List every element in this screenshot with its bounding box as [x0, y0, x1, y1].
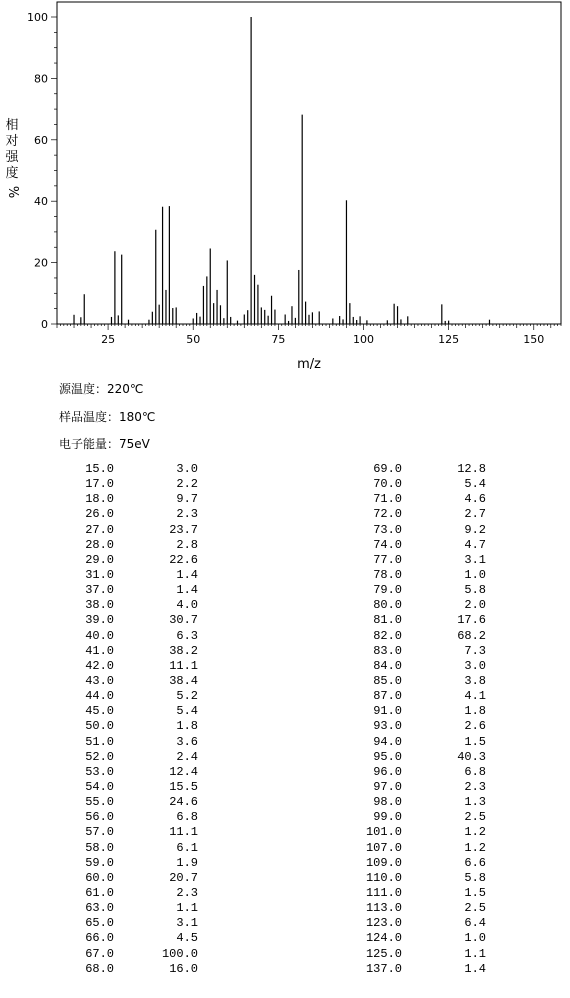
- table-row: [346, 810, 486, 825]
- mz-cell: 65.0: [85, 916, 114, 931]
- mz-cell: 91.0: [373, 704, 402, 719]
- mz-cell: 99.0: [373, 810, 402, 825]
- table-row: [70, 841, 198, 856]
- intensity-cell: 7.3: [464, 643, 486, 658]
- y-axis-label-char: 度: [5, 166, 19, 181]
- table-row: [70, 810, 198, 825]
- intensity-cell: 1.1: [176, 901, 198, 916]
- mz-cell: 94.0: [373, 734, 402, 749]
- intensity-cell: 2.0: [464, 598, 486, 613]
- table-row: [70, 583, 198, 598]
- table-row: [70, 553, 198, 568]
- mz-cell: 73.0: [373, 522, 402, 537]
- intensity-cell: 12.8: [457, 462, 486, 477]
- table-row: [346, 553, 486, 568]
- mz-cell: 85.0: [373, 674, 402, 689]
- intensity-cell: 2.6: [464, 719, 486, 734]
- table-row: [346, 644, 486, 659]
- intensity-cell: 1.4: [464, 961, 486, 976]
- intensity-cell: 2.2: [176, 477, 198, 492]
- table-row: [346, 507, 486, 522]
- table-row: [70, 477, 198, 492]
- mz-cell: 70.0: [373, 477, 402, 492]
- table-row: [70, 568, 198, 583]
- intensity-cell: 38.2: [169, 643, 198, 658]
- intensity-cell: 15.5: [169, 780, 198, 795]
- mz-cell: 41.0: [85, 643, 114, 658]
- intensity-cell: 2.5: [464, 810, 486, 825]
- mz-cell: 125.0: [365, 946, 402, 961]
- intensity-cell: 2.7: [464, 507, 486, 522]
- table-row: [346, 538, 486, 553]
- plot-frame: [57, 2, 561, 324]
- intensity-cell: 5.8: [464, 870, 486, 885]
- intensity-cell: 9.2: [464, 522, 486, 537]
- x-tick-label: 25: [101, 333, 116, 346]
- intensity-cell: 2.5: [464, 901, 486, 916]
- table-row: [70, 962, 198, 977]
- intensity-cell: 100.0: [161, 946, 198, 961]
- table-row: [70, 507, 198, 522]
- y-axis-label: [3, 118, 21, 200]
- intensity-cell: 1.9: [176, 855, 198, 870]
- x-axis-label: m/z: [297, 357, 321, 372]
- intensity-cell: 17.6: [457, 613, 486, 628]
- intensity-cell: 4.0: [176, 598, 198, 613]
- table-row: [70, 644, 198, 659]
- intensity-cell: 4.1: [464, 689, 486, 704]
- y-axis-label-char: 对: [5, 134, 19, 149]
- table-row: [70, 780, 198, 795]
- table-row: [70, 947, 198, 962]
- table-row: [70, 871, 198, 886]
- table-row: [70, 931, 198, 946]
- mass-spectrum-chart: [0, 0, 570, 376]
- electron-energy: 电子能量：75eV: [59, 437, 150, 451]
- table-row: [346, 462, 486, 477]
- y-tick-labels: [27, 11, 48, 331]
- mz-cell: 69.0: [373, 462, 402, 477]
- table-row: [70, 629, 198, 644]
- mz-cell: 37.0: [85, 583, 114, 598]
- table-row: [346, 598, 486, 613]
- intensity-cell: 1.8: [176, 719, 198, 734]
- mz-cell: 84.0: [373, 658, 402, 673]
- mz-cell: 61.0: [85, 886, 114, 900]
- axis-ticks: [51, 17, 561, 330]
- table-row: [346, 735, 486, 750]
- intensity-cell: 2.3: [464, 780, 486, 795]
- mz-cell: 96.0: [373, 764, 402, 779]
- intensity-cell: 11.1: [169, 825, 198, 840]
- table-row: [70, 765, 198, 780]
- mz-cell: 43.0: [85, 674, 114, 689]
- intensity-cell: 2.3: [176, 507, 198, 522]
- mz-cell: 81.0: [373, 613, 402, 628]
- mz-cell: 79.0: [373, 583, 402, 598]
- table-row: [346, 825, 486, 840]
- mz-cell: 39.0: [85, 613, 114, 628]
- table-row: [346, 523, 486, 538]
- intensity-cell: 5.4: [464, 477, 486, 492]
- mz-cell: 56.0: [85, 810, 114, 825]
- intensity-cell: 3.6: [176, 734, 198, 749]
- mz-cell: 53.0: [85, 764, 114, 779]
- mz-cell: 124.0: [365, 931, 402, 946]
- mz-cell: 101.0: [365, 825, 402, 840]
- table-row: [346, 901, 486, 916]
- mz-cell: 67.0: [85, 946, 114, 961]
- table-row: [70, 674, 198, 689]
- mz-cell: 51.0: [85, 734, 114, 749]
- mz-cell: 27.0: [85, 522, 114, 537]
- table-row: [70, 735, 198, 750]
- mz-cell: 31.0: [85, 568, 114, 583]
- mz-cell: 123.0: [365, 916, 402, 931]
- mz-cell: 68.0: [85, 961, 114, 976]
- table-row: [346, 477, 486, 492]
- intensity-cell: 3.0: [176, 462, 198, 477]
- intensity-cell: 3.1: [464, 552, 486, 567]
- table-row: [70, 825, 198, 840]
- y-tick-label: 0: [41, 318, 48, 331]
- mz-cell: 78.0: [373, 568, 402, 583]
- intensity-cell: 6.8: [464, 764, 486, 779]
- mz-cell: 58.0: [85, 840, 114, 855]
- table-row: [346, 947, 486, 962]
- y-axis-label-text: [3, 118, 21, 182]
- mz-cell: 55.0: [85, 795, 114, 810]
- intensity-cell: 5.8: [464, 583, 486, 598]
- table-row: [346, 841, 486, 856]
- intensity-cell: 2.4: [176, 749, 198, 764]
- mz-cell: 71.0: [373, 492, 402, 507]
- intensity-cell: 1.0: [464, 568, 486, 583]
- mz-cell: 113.0: [365, 901, 402, 916]
- intensity-cell: 2.3: [176, 886, 198, 900]
- mz-cell: 52.0: [85, 749, 114, 764]
- table-row: [346, 719, 486, 734]
- mz-cell: 44.0: [85, 689, 114, 704]
- mz-cell: 107.0: [365, 840, 402, 855]
- mz-cell: 54.0: [85, 780, 114, 795]
- table-row: [346, 871, 486, 886]
- mz-cell: 98.0: [373, 795, 402, 810]
- intensity-cell: 1.4: [176, 583, 198, 598]
- mz-cell: 110.0: [365, 870, 402, 885]
- table-row: [346, 780, 486, 795]
- intensity-cell: 1.8: [464, 704, 486, 719]
- mz-cell: 38.0: [85, 598, 114, 613]
- mz-cell: 57.0: [85, 825, 114, 840]
- table-row: [346, 856, 486, 871]
- table-row: [70, 750, 198, 765]
- y-axis-label-char: 强: [5, 150, 19, 165]
- mz-cell: 87.0: [373, 689, 402, 704]
- y-tick-label: 80: [34, 72, 48, 86]
- table-row: [346, 674, 486, 689]
- y-axis-label-char: 相: [5, 118, 19, 133]
- intensity-cell: 38.4: [169, 674, 198, 689]
- table-row: [346, 704, 486, 719]
- table-row: [70, 916, 198, 931]
- table-row: [70, 613, 198, 628]
- intensity-cell: 5.4: [176, 704, 198, 719]
- mz-cell: 74.0: [373, 537, 402, 552]
- table-row: [70, 856, 198, 871]
- sample-temperature: 样品温度：180℃: [59, 410, 156, 424]
- table-row: [346, 568, 486, 583]
- mz-cell: 29.0: [85, 552, 114, 567]
- intensity-cell: 23.7: [169, 522, 198, 537]
- table-row: [346, 659, 486, 674]
- table-row: [346, 492, 486, 507]
- table-row: [346, 916, 486, 931]
- table-row: [70, 598, 198, 613]
- table-row: [346, 795, 486, 810]
- table-row: [70, 795, 198, 810]
- table-row: [346, 583, 486, 598]
- y-tick-label: 100: [27, 11, 48, 24]
- table-row: [70, 689, 198, 704]
- intensity-cell: 24.6: [169, 795, 198, 810]
- intensity-cell: 6.4: [464, 916, 486, 931]
- intensity-cell: 20.7: [169, 870, 198, 885]
- peak-bars: [74, 17, 489, 324]
- y-tick-label: 20: [34, 256, 48, 270]
- mz-cell: 66.0: [85, 931, 114, 946]
- mz-cell: 111.0: [365, 886, 402, 900]
- table-row: [346, 931, 486, 946]
- mz-cell: 26.0: [85, 507, 114, 522]
- table-row: [346, 962, 486, 977]
- table-row: [70, 704, 198, 719]
- intensity-cell: 3.1: [176, 916, 198, 931]
- mz-cell: 97.0: [373, 780, 402, 795]
- source-temperature: 源温度：220℃: [59, 382, 144, 396]
- table-row: [346, 765, 486, 780]
- table-row: [70, 523, 198, 538]
- intensity-cell: 12.4: [169, 764, 198, 779]
- mz-cell: 72.0: [373, 507, 402, 522]
- mz-cell: 18.0: [85, 492, 114, 507]
- table-row: [70, 659, 198, 674]
- mz-cell: 40.0: [85, 628, 114, 643]
- intensity-cell: 6.1: [176, 840, 198, 855]
- intensity-cell: 2.8: [176, 537, 198, 552]
- intensity-cell: 16.0: [169, 961, 198, 976]
- mz-cell: 109.0: [365, 855, 402, 870]
- intensity-cell: 22.6: [169, 552, 198, 567]
- mz-cell: 45.0: [85, 704, 114, 719]
- intensity-cell: 6.3: [176, 628, 198, 643]
- table-row: [70, 538, 198, 553]
- table-row: [346, 629, 486, 644]
- x-tick-label: 150: [523, 333, 545, 346]
- table-row: [346, 689, 486, 704]
- x-tick-label: 125: [438, 333, 460, 346]
- peak-table-right: [346, 462, 486, 977]
- mz-cell: 59.0: [85, 855, 114, 870]
- table-row: [70, 901, 198, 916]
- intensity-cell: 5.2: [176, 689, 198, 704]
- x-tick-label: 75: [271, 333, 286, 346]
- mz-cell: 50.0: [85, 719, 114, 734]
- intensity-cell: 1.1: [464, 946, 486, 961]
- mz-cell: 28.0: [85, 537, 114, 552]
- y-axis-unit: %: [4, 185, 20, 199]
- mz-cell: 137.0: [365, 961, 402, 976]
- intensity-cell: 3.8: [464, 674, 486, 689]
- mz-cell: 82.0: [373, 628, 402, 643]
- intensity-cell: 1.5: [464, 886, 486, 900]
- intensity-cell: 1.0: [464, 931, 486, 946]
- x-tick-label: 50: [186, 333, 201, 346]
- peak-table-left: [70, 462, 198, 977]
- intensity-cell: 4.7: [464, 537, 486, 552]
- table-row: [70, 462, 198, 477]
- mz-cell: 17.0: [85, 477, 114, 492]
- table-row: [70, 886, 198, 901]
- x-tick-label: 100: [352, 333, 374, 346]
- table-row: [346, 886, 486, 901]
- intensity-cell: 4.5: [176, 931, 198, 946]
- intensity-cell: 3.0: [464, 658, 486, 673]
- intensity-cell: 68.2: [457, 628, 486, 643]
- table-row: [70, 719, 198, 734]
- y-tick-label: 40: [34, 195, 48, 209]
- intensity-cell: 40.3: [457, 749, 486, 764]
- intensity-cell: 1.5: [464, 734, 486, 749]
- mz-cell: 60.0: [85, 870, 114, 885]
- mz-cell: 77.0: [373, 552, 402, 567]
- table-row: [346, 750, 486, 765]
- intensity-cell: 6.8: [176, 810, 198, 825]
- intensity-cell: 6.6: [464, 855, 486, 870]
- table-row: [70, 492, 198, 507]
- mz-cell: 15.0: [85, 462, 114, 477]
- intensity-cell: 11.1: [169, 658, 198, 673]
- intensity-cell: 1.3: [464, 795, 486, 810]
- intensity-cell: 30.7: [169, 613, 198, 628]
- mz-cell: 63.0: [85, 901, 114, 916]
- intensity-cell: 1.2: [464, 840, 486, 855]
- intensity-cell: 9.7: [176, 492, 198, 507]
- y-tick-label: 60: [34, 133, 48, 147]
- mz-cell: 80.0: [373, 598, 402, 613]
- intensity-cell: 1.2: [464, 825, 486, 840]
- mz-cell: 83.0: [373, 643, 402, 658]
- intensity-cell: 1.4: [176, 568, 198, 583]
- mz-cell: 93.0: [373, 719, 402, 734]
- intensity-cell: 4.6: [464, 492, 486, 507]
- mz-cell: 42.0: [85, 658, 114, 673]
- table-row: [346, 613, 486, 628]
- mz-cell: 95.0: [373, 749, 402, 764]
- x-tick-labels: [101, 333, 544, 346]
